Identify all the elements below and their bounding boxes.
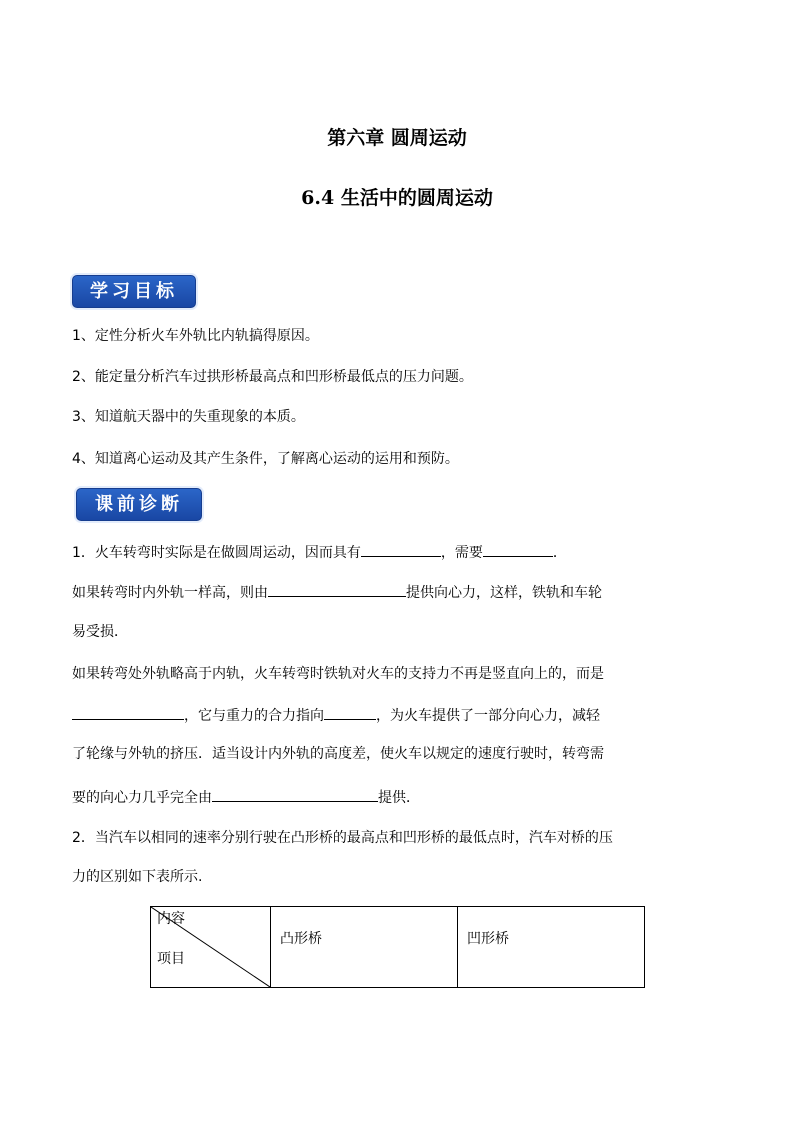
diagnosis-badge: 课前诊断 xyxy=(76,488,202,521)
q1-text-d: 如果转弯时内外轨一样高，则由 xyxy=(72,585,268,601)
q1-text-e: 提供向心力，这样，铁轨和车轮 xyxy=(406,585,602,601)
q1-text-l: 提供． xyxy=(378,790,420,806)
q1-text-i: ，为火车提供了一部分向心力，减轻 xyxy=(376,708,600,724)
answer-blank[interactable] xyxy=(361,541,441,557)
table-header-cell xyxy=(271,907,458,988)
answer-blank[interactable] xyxy=(483,541,553,557)
q1-line-7 xyxy=(72,786,420,808)
answer-blank[interactable] xyxy=(212,786,378,802)
answer-blank[interactable] xyxy=(268,581,406,597)
q1-line-2 xyxy=(72,581,602,603)
q1-text-b: ，需要 xyxy=(440,545,483,561)
table-row xyxy=(151,907,645,988)
table-header-cell xyxy=(458,907,645,988)
table-corner-cell xyxy=(151,907,271,988)
comparison-table xyxy=(150,906,645,988)
q2-line-2: 力的区别如下表所示. xyxy=(72,869,203,885)
q1-line-6: 了轮缘与外轨的挤压．适当设计内外轨的高度差，使火车以规定的速度行驶时，转弯需 xyxy=(72,746,604,762)
col2-label: 凹形桥 xyxy=(467,931,509,947)
objective-2: 2、能定量分析汽车过拱形桥最高点和凹形桥最低点的压力问题。 xyxy=(72,369,473,385)
q1-text-k: 要的向心力几乎完全由 xyxy=(72,790,212,806)
objective-3: 3、知道航天器中的失重现象的本质。 xyxy=(72,409,305,425)
chapter-title: 第六章 圆周运动 xyxy=(327,127,467,149)
corner-bottom-label: 项目 xyxy=(157,951,185,967)
objective-1: 1、定性分析火车外轨比内轨搞得原因。 xyxy=(72,328,319,344)
q2-line-1: 2．当汽车以相同的速率分别行驶在凸形桥的最高点和凹形桥的最低点时，汽车对桥的压 xyxy=(72,830,613,846)
answer-blank[interactable] xyxy=(72,704,184,720)
col1-label: 凸形桥 xyxy=(280,931,322,947)
q1-text-c: ． xyxy=(552,545,567,561)
q1-text-h: ，它与重力的合力指向 xyxy=(184,708,324,724)
answer-blank[interactable] xyxy=(324,704,376,720)
section-title: 6.4 生活中的圆周运动 xyxy=(301,187,493,209)
q1-line-1 xyxy=(72,541,567,563)
objectives-badge: 学习目标 xyxy=(72,275,196,308)
q1-line-5 xyxy=(72,704,600,726)
q1-text-a: 1．火车转弯时实际是在做圆周运动，因而具有 xyxy=(72,545,361,561)
q1-line-4: 如果转弯处外轨略高于内轨，火车转弯时铁轨对火车的支持力不再是竖直向上的，而是 xyxy=(72,666,604,682)
corner-top-label: 内容 xyxy=(157,911,185,927)
objective-4: 4、知道离心运动及其产生条件，了解离心运动的运用和预防。 xyxy=(72,451,459,467)
q1-line-3: 易受损． xyxy=(72,624,128,640)
